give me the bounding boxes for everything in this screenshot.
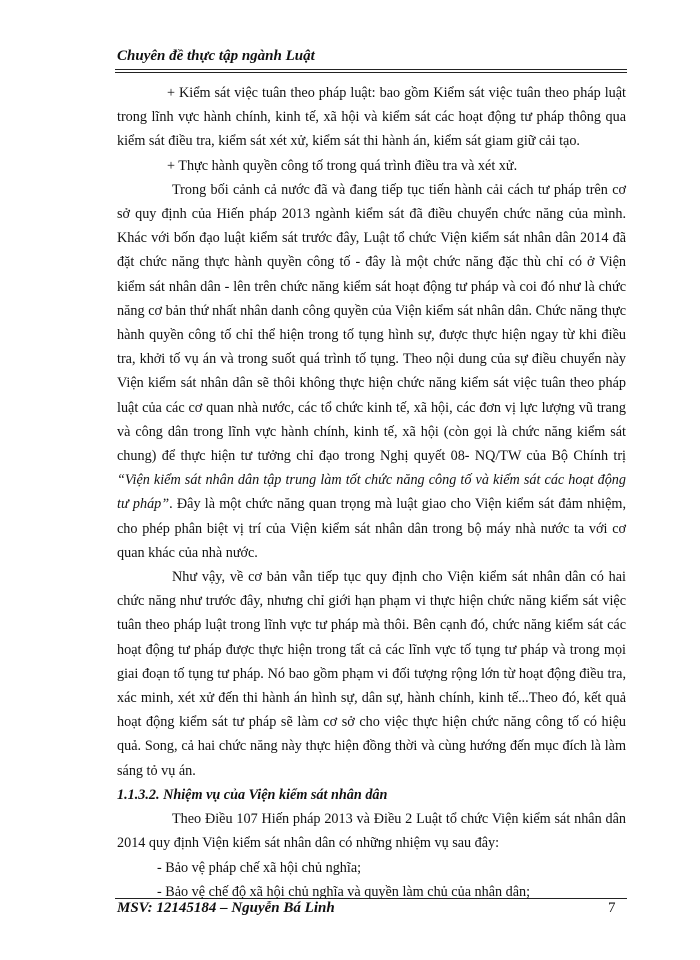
document-body — [117, 81, 626, 904]
paragraph-reform-tail: . Đây là một chức năng quan trọng mà luật giao cho Viện kiểm sát đảm nhiệm, cho phép phân biệt vị trí của Viện kiểm sát nhân dân trong bộ máy nhà nước ta với cơ quan khác của nhà nước. — [117, 496, 626, 561]
section-heading: 1.1.3.2. Nhiệm vụ của Viện kiểm sát nhân dân — [117, 786, 388, 803]
paragraph-summary: Như vậy, về cơ bản vẫn tiếp tục quy định cho Viện kiểm sát nhân dân có hai chức năng như trước đây, nhưng chỉ giới hạn phạm vi thực hiện chức năng kiểm sát việc tuân theo pháp luật trong lĩnh vực tư pháp mà thôi. Bên cạnh đó, chức năng kiểm sát các hoạt động tư pháp được thực hiện trong tất cả các lĩnh vực tố tụng tư pháp và trong mọi giai đoạn tố tụng tư pháp. Nó bao gồm phạm vi đối tượng rộng lớn từ hoạt động điều tra, xác minh, xét xử đến thi hành án hình sự, dân sự, hành chính, kinh tế...Theo đó, kết quả hoạt động kiểm sát tư pháp sẽ làm cơ sở cho việc thực hiện chức năng công tố có hiệu quả. Song, cả hai chức năng này thực hiện đồng thời và cùng hướng đến mục đích là làm sáng tỏ vụ án. — [117, 569, 626, 779]
list-item: - Bảo vệ chế độ xã hội chủ nghĩa và quyền làm chủ của nhân dân; — [157, 883, 531, 900]
paragraph-prosecution: + Thực hành quyền công tố trong quá trình điều tra và xét xử. — [167, 157, 518, 174]
header-rule-top — [115, 69, 627, 70]
paragraph-supervision: + Kiểm sát việc tuân theo pháp luật: bao gồm Kiểm sát việc tuân theo pháp luật trong lĩnh vực hành chính, kinh tế, xã hội và kiểm sát các hoạt động tư pháp thông qua kiểm sát điều tra, kiểm sát xét xử, kiểm sát thi hành án, kiểm sát giam giữ cải tạo. — [117, 85, 626, 150]
header-title: Chuyên đề thực tập ngành Luật — [117, 48, 315, 64]
footer-student-info: MSV: 12145184 – Nguyễn Bá Linh — [117, 900, 335, 916]
resolution-quote: “Viện kiểm sát nhân dân tập trung làm tốt chức năng công tố và kiểm sát các hoạt động tư pháp” — [117, 472, 626, 513]
header-rule-bottom — [115, 72, 627, 73]
footer-rule — [115, 898, 627, 899]
list-item: - Bảo vệ pháp chế xã hội chủ nghĩa; — [157, 859, 362, 876]
page-number: 7 — [608, 900, 616, 916]
paragraph-duties-intro: Theo Điều 107 Hiến pháp 2013 và Điều 2 Luật tổ chức Viện kiểm sát nhân dân 2014 quy định Viện kiểm sát nhân dân có những nhiệm vụ sau đây: — [117, 811, 626, 852]
paragraph-reform-text: Trong bối cảnh cả nước đã và đang tiếp tục tiến hành cải cách tư pháp trên cơ sở quy định của Hiến pháp 2013 ngành kiểm sát đã điều chuyển chức năng của mình. Khác với bốn đạo luật kiểm sát trước đây, Luật tổ chức Viện kiểm sát nhân dân 2014 đã đặt chức năng thực hành quyền công tố - đây là một chức năng đặc thù chỉ có ở Viện kiểm sát nhân dân - lên trên chức năng kiểm sát hoạt động tư pháp và coi đó như là chức năng cơ bản thứ nhất nhân danh công quyền của Viện kiểm sát nhân dân. Chức năng thực hành quyền công tố chỉ thể hiện trong tố tụng hình sự, được thực hiện ngay từ khi điều tra, khởi tố vụ án và trong suốt quá trình tố tụng. Theo nội dung của sự điều chuyển này Viện kiểm sát nhân dân sẽ thôi không thực hiện chức năng kiểm sát việc tuân theo pháp luật của các cơ quan nhà nước, các tổ chức kinh tế, xã hội, các đơn vị lực lượng vũ trang và công dân trong lĩnh vực hành chính, kinh tế, xã hội (còn gọi là chức năng kiểm sát chung) để thực hiện tư tưởng chỉ đạo trong Nghị quyết 08- NQ/TW của Bộ Chính trị — [117, 181, 626, 465]
paragraph-reform — [117, 178, 626, 565]
